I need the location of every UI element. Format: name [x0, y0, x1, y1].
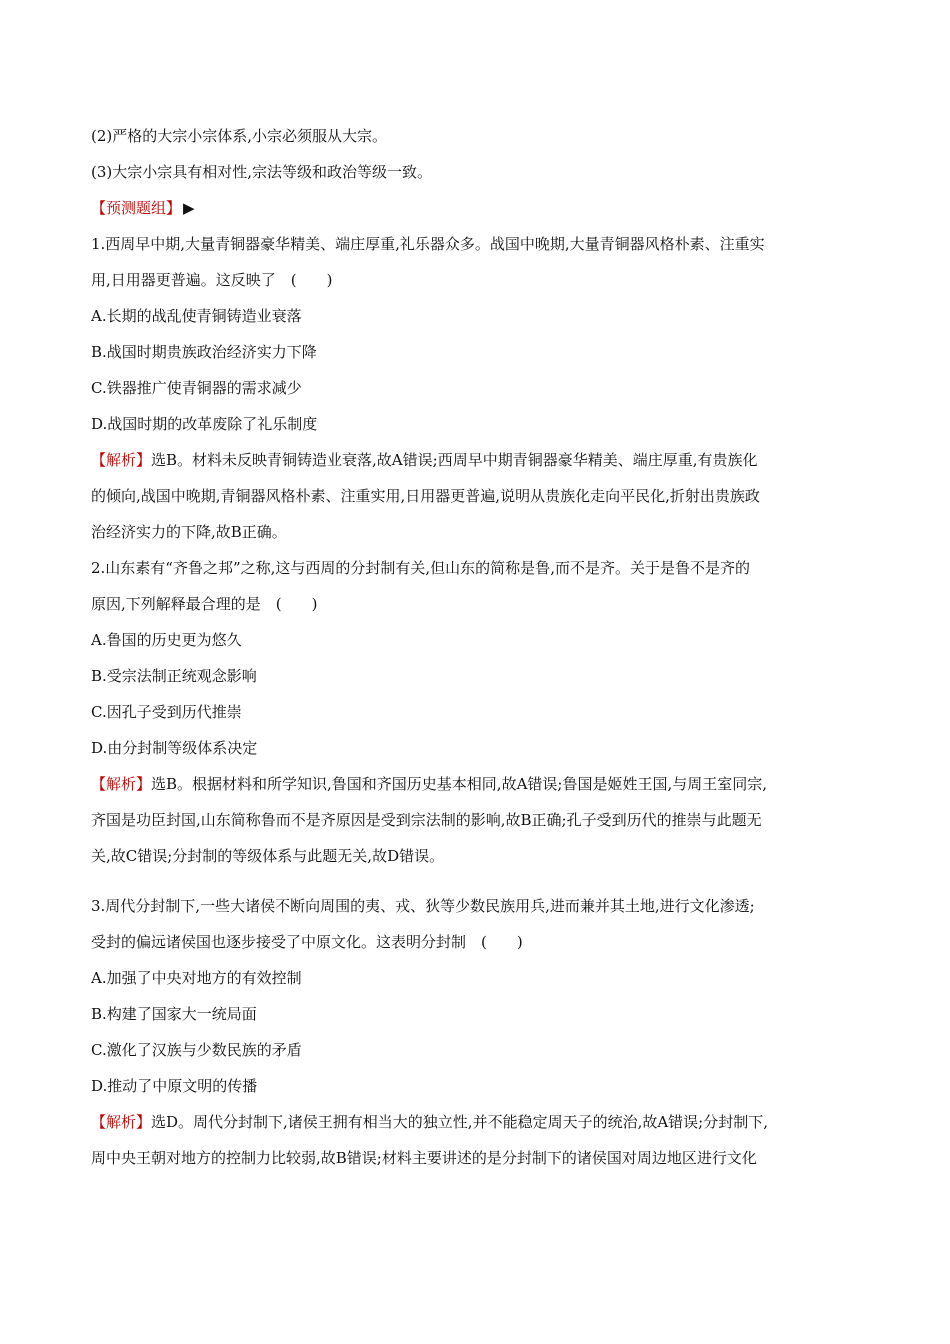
option-d: D.推动了中原文明的传播 — [91, 1077, 258, 1095]
analysis-tag: 【解析】 — [91, 775, 152, 793]
section-header-label: 【预测题组】 — [91, 199, 182, 217]
question-stem-line: 3.周代分封制下,一些大诸侯不断向周围的夷、戎、狄等少数民族用兵,进而兼并其土地,进行文化渗透; — [91, 897, 755, 915]
option-d: D.由分封制等级体系决定 — [91, 739, 258, 757]
intro-point-2: (2)严格的大宗小宗体系,小宗必须服从大宗。 — [91, 127, 388, 145]
option-b: B.战国时期贵族政治经济实力下降 — [91, 343, 317, 361]
question-3 — [91, 888, 866, 1176]
option-c: C.激化了汉族与少数民族的矛盾 — [91, 1041, 302, 1059]
analysis-tag: 【解析】 — [91, 1113, 152, 1131]
triangle-right-icon: ▶ — [183, 199, 195, 217]
analysis-line — [91, 442, 866, 478]
question-1 — [91, 226, 866, 550]
question-stem-line: 2.山东素有“齐鲁之邦”之称,这与西周的分封制有关,但山东的简称是鲁,而不是齐。关于是鲁不是齐的 — [91, 559, 750, 577]
question-stem-line: 1.西周早中期,大量青铜器豪华精美、端庄厚重,礼乐器众多。战国中晚期,大量青铜器风格朴素、注重实 — [91, 235, 765, 253]
question-stem-line: 用,日用器更普遍。这反映了 ( ) — [91, 271, 333, 289]
option-b: B.构建了国家大一统局面 — [91, 1005, 257, 1023]
analysis-line: 治经济实力的下降,故B正确。 — [91, 523, 287, 541]
analysis-line — [91, 766, 866, 802]
intro-point-3: (3)大宗小宗具有相对性,宗法等级和政治等级一致。 — [91, 163, 433, 181]
analysis-line — [91, 1104, 866, 1140]
analysis-text: 选D。周代分封制下,诸侯王拥有相当大的独立性,并不能稳定周天子的统治,故A错误;分封制下, — [151, 1113, 769, 1131]
section-header — [91, 190, 866, 226]
option-a: A.鲁国的历史更为悠久 — [91, 631, 242, 649]
analysis-tag: 【解析】 — [91, 451, 152, 469]
question-stem-line: 受封的偏远诸侯国也逐步接受了中原文化。这表明分封制 ( ) — [91, 933, 523, 951]
question-2 — [91, 550, 866, 874]
option-b: B.受宗法制正统观念影响 — [91, 667, 257, 685]
option-c: C.铁器推广使青铜器的需求减少 — [91, 379, 302, 397]
option-a: A.加强了中央对地方的有效控制 — [91, 969, 302, 987]
analysis-text: 选B。材料未反映青铜铸造业衰落,故A错误;西周早中期青铜器豪华精美、端庄厚重,有贵族化 — [151, 451, 758, 469]
question-stem-line: 原因,下列解释最合理的是 ( ) — [91, 595, 318, 613]
analysis-line: 周中央王朝对地方的控制力比较弱,故B错误;材料主要讲述的是分封制下的诸侯国对周边地区进行文化 — [91, 1149, 757, 1167]
option-c: C.因孔子受到历代推崇 — [91, 703, 242, 721]
option-a: A.长期的战乱使青铜铸造业衰落 — [91, 307, 302, 325]
analysis-line: 齐国是功臣封国,山东简称鲁而不是齐原因是受到宗法制的影响,故B正确;孔子受到历代的推崇与此题无 — [91, 811, 762, 829]
analysis-line: 关,故C错误;分封制的等级体系与此题无关,故D错误。 — [91, 847, 445, 865]
option-d: D.战国时期的改革废除了礼乐制度 — [91, 415, 318, 433]
analysis-text: 选B。根据材料和所学知识,鲁国和齐国历史基本相同,故A错误;鲁国是姬姓王国,与周王室同宗, — [151, 775, 768, 793]
analysis-line: 的倾向,战国中晚期,青铜器风格朴素、注重实用,日用器更普遍,说明从贵族化走向平民化,折射出贵族政 — [91, 487, 760, 505]
spacer — [91, 874, 866, 888]
document-page — [91, 118, 866, 1176]
